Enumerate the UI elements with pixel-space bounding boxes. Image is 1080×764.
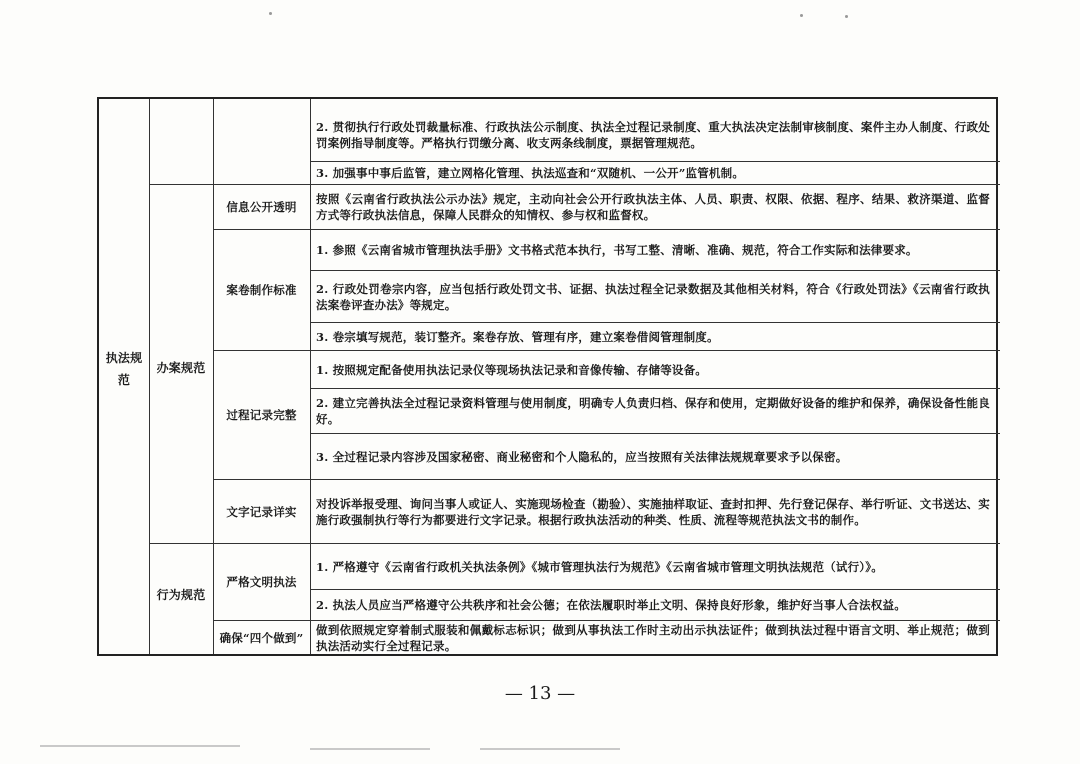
page-number: — 13 — bbox=[504, 683, 576, 704]
scan-speck bbox=[800, 14, 803, 17]
subcategory-text: 办案规范 bbox=[156, 361, 206, 375]
content-cell bbox=[310, 230, 1000, 270]
content-text: 2. 行政处罚卷宗内容，应当包括行政处罚文书、证据、执法过程全记录数据及其他相关材料，符合《行政处罚法》《云南省行政执法案卷评查办法》等规定。 bbox=[316, 281, 990, 312]
content-cell bbox=[310, 621, 1000, 654]
content-text: 做到依照规定穿着制式服装和佩戴标志标识；做到从事执法工作时主动出示执法证件；做到执法过程中语言文明、举止规范；做到执法活动实行全过程记录。 bbox=[316, 622, 990, 653]
scan-artifact bbox=[480, 748, 620, 750]
item-cell bbox=[213, 351, 310, 479]
item-text: 案卷制作标准 bbox=[226, 283, 297, 297]
content-text: 1. 严格遵守《云南省行政机关执法条例》《城市管理执法行为规范》《云南省城市管理文明执法规范（试行）》。 bbox=[316, 559, 883, 574]
content-cell bbox=[310, 109, 1000, 161]
item-cell bbox=[213, 544, 310, 620]
item-cell bbox=[213, 230, 310, 350]
content-cell bbox=[310, 185, 1000, 229]
content-text: 3. 卷宗填写规范，装订整齐。案卷存放、管理有序，建立案卷借阅管理制度。 bbox=[316, 329, 719, 344]
content-cell bbox=[310, 323, 1000, 350]
content-cell bbox=[310, 389, 1000, 433]
scan-speck bbox=[269, 12, 272, 15]
scan-artifact bbox=[310, 748, 430, 750]
item-text: 信息公开透明 bbox=[226, 200, 297, 214]
content-text: 1. 按照规定配备使用执法记录仪等现场执法记录和音像传输、存储等设备。 bbox=[316, 362, 708, 377]
item-cell bbox=[213, 480, 310, 543]
content-text: 1. 参照《云南省城市管理执法手册》文书格式范本执行，书写工整、清晰、准确、规范，符合工作实际和法律要求。 bbox=[316, 243, 918, 257]
content-cell bbox=[310, 162, 1000, 184]
content-cell bbox=[310, 544, 1000, 589]
content-text: 2. 执法人员应当严格遵守公共秩序和社会公德；在依法履职时举止文明、保持良好形象，维护好当事人合法权益。 bbox=[316, 598, 906, 612]
content-text: 3. 全过程记录内容涉及国家秘密、商业秘密和个人隐私的，应当按照有关法律法规规章要求予以保密。 bbox=[316, 449, 848, 464]
item-cell bbox=[213, 621, 310, 654]
content-text: 2. 贯彻执行行政处罚裁量标准、行政执法公示制度、执法全过程记录制度、重大执法决定法制审核制度、案件主办人制度、行政处罚案例指导制度等。严格执行罚缴分离、收支两条线制度，票据管理规范。 bbox=[316, 120, 990, 150]
regulation-table bbox=[97, 97, 998, 656]
content-text: 2. 建立完善执法全过程记录资料管理与使用制度，明确专人负责归档、保存和使用，定期做好设备的维护和保养，确保设备性能良好。 bbox=[316, 396, 990, 426]
content-cell bbox=[310, 434, 1000, 479]
subcategory-cell bbox=[149, 354, 213, 382]
content-cell bbox=[310, 590, 1000, 620]
item-text: 确保“四个做到” bbox=[219, 630, 304, 645]
scan-artifact bbox=[40, 745, 240, 747]
item-text: 严格文明执法 bbox=[226, 575, 297, 589]
content-text: 对投诉举报受理、询问当事人或证人、实施现场检查（勘验）、实施抽样取证、查封扣押、先行登记保存、举行听证、文书送达、实施行政强制执行等行为都要进行文字记录。根据行政执法活动的种类、性质、流程等规范执法文书的制作。 bbox=[316, 496, 990, 527]
content-cell bbox=[310, 480, 1000, 543]
content-text: 3. 加强事中事后监管，建立网格化管理、执法巡查和“双随机、一公开”监管机制。 bbox=[316, 166, 745, 180]
content-cell bbox=[310, 271, 1000, 322]
content-cell bbox=[310, 351, 1000, 388]
scan-speck bbox=[845, 15, 848, 18]
subcategory-text: 行为规范 bbox=[156, 588, 206, 602]
category-cell bbox=[99, 349, 149, 389]
item-text: 过程记录完整 bbox=[226, 408, 297, 422]
item-text: 文字记录详实 bbox=[226, 504, 297, 519]
category-text: 执法规范 bbox=[105, 351, 143, 387]
subcategory-cell bbox=[149, 581, 213, 609]
item-cell bbox=[213, 185, 310, 229]
content-text: 按照《云南省行政执法公示办法》规定，主动向社会公开行政执法主体、人员、职责、权限、依据、程序、结果、救济渠道、监督方式等行政执法信息，保障人民群众的知情权、参与权和监督权。 bbox=[316, 192, 990, 222]
